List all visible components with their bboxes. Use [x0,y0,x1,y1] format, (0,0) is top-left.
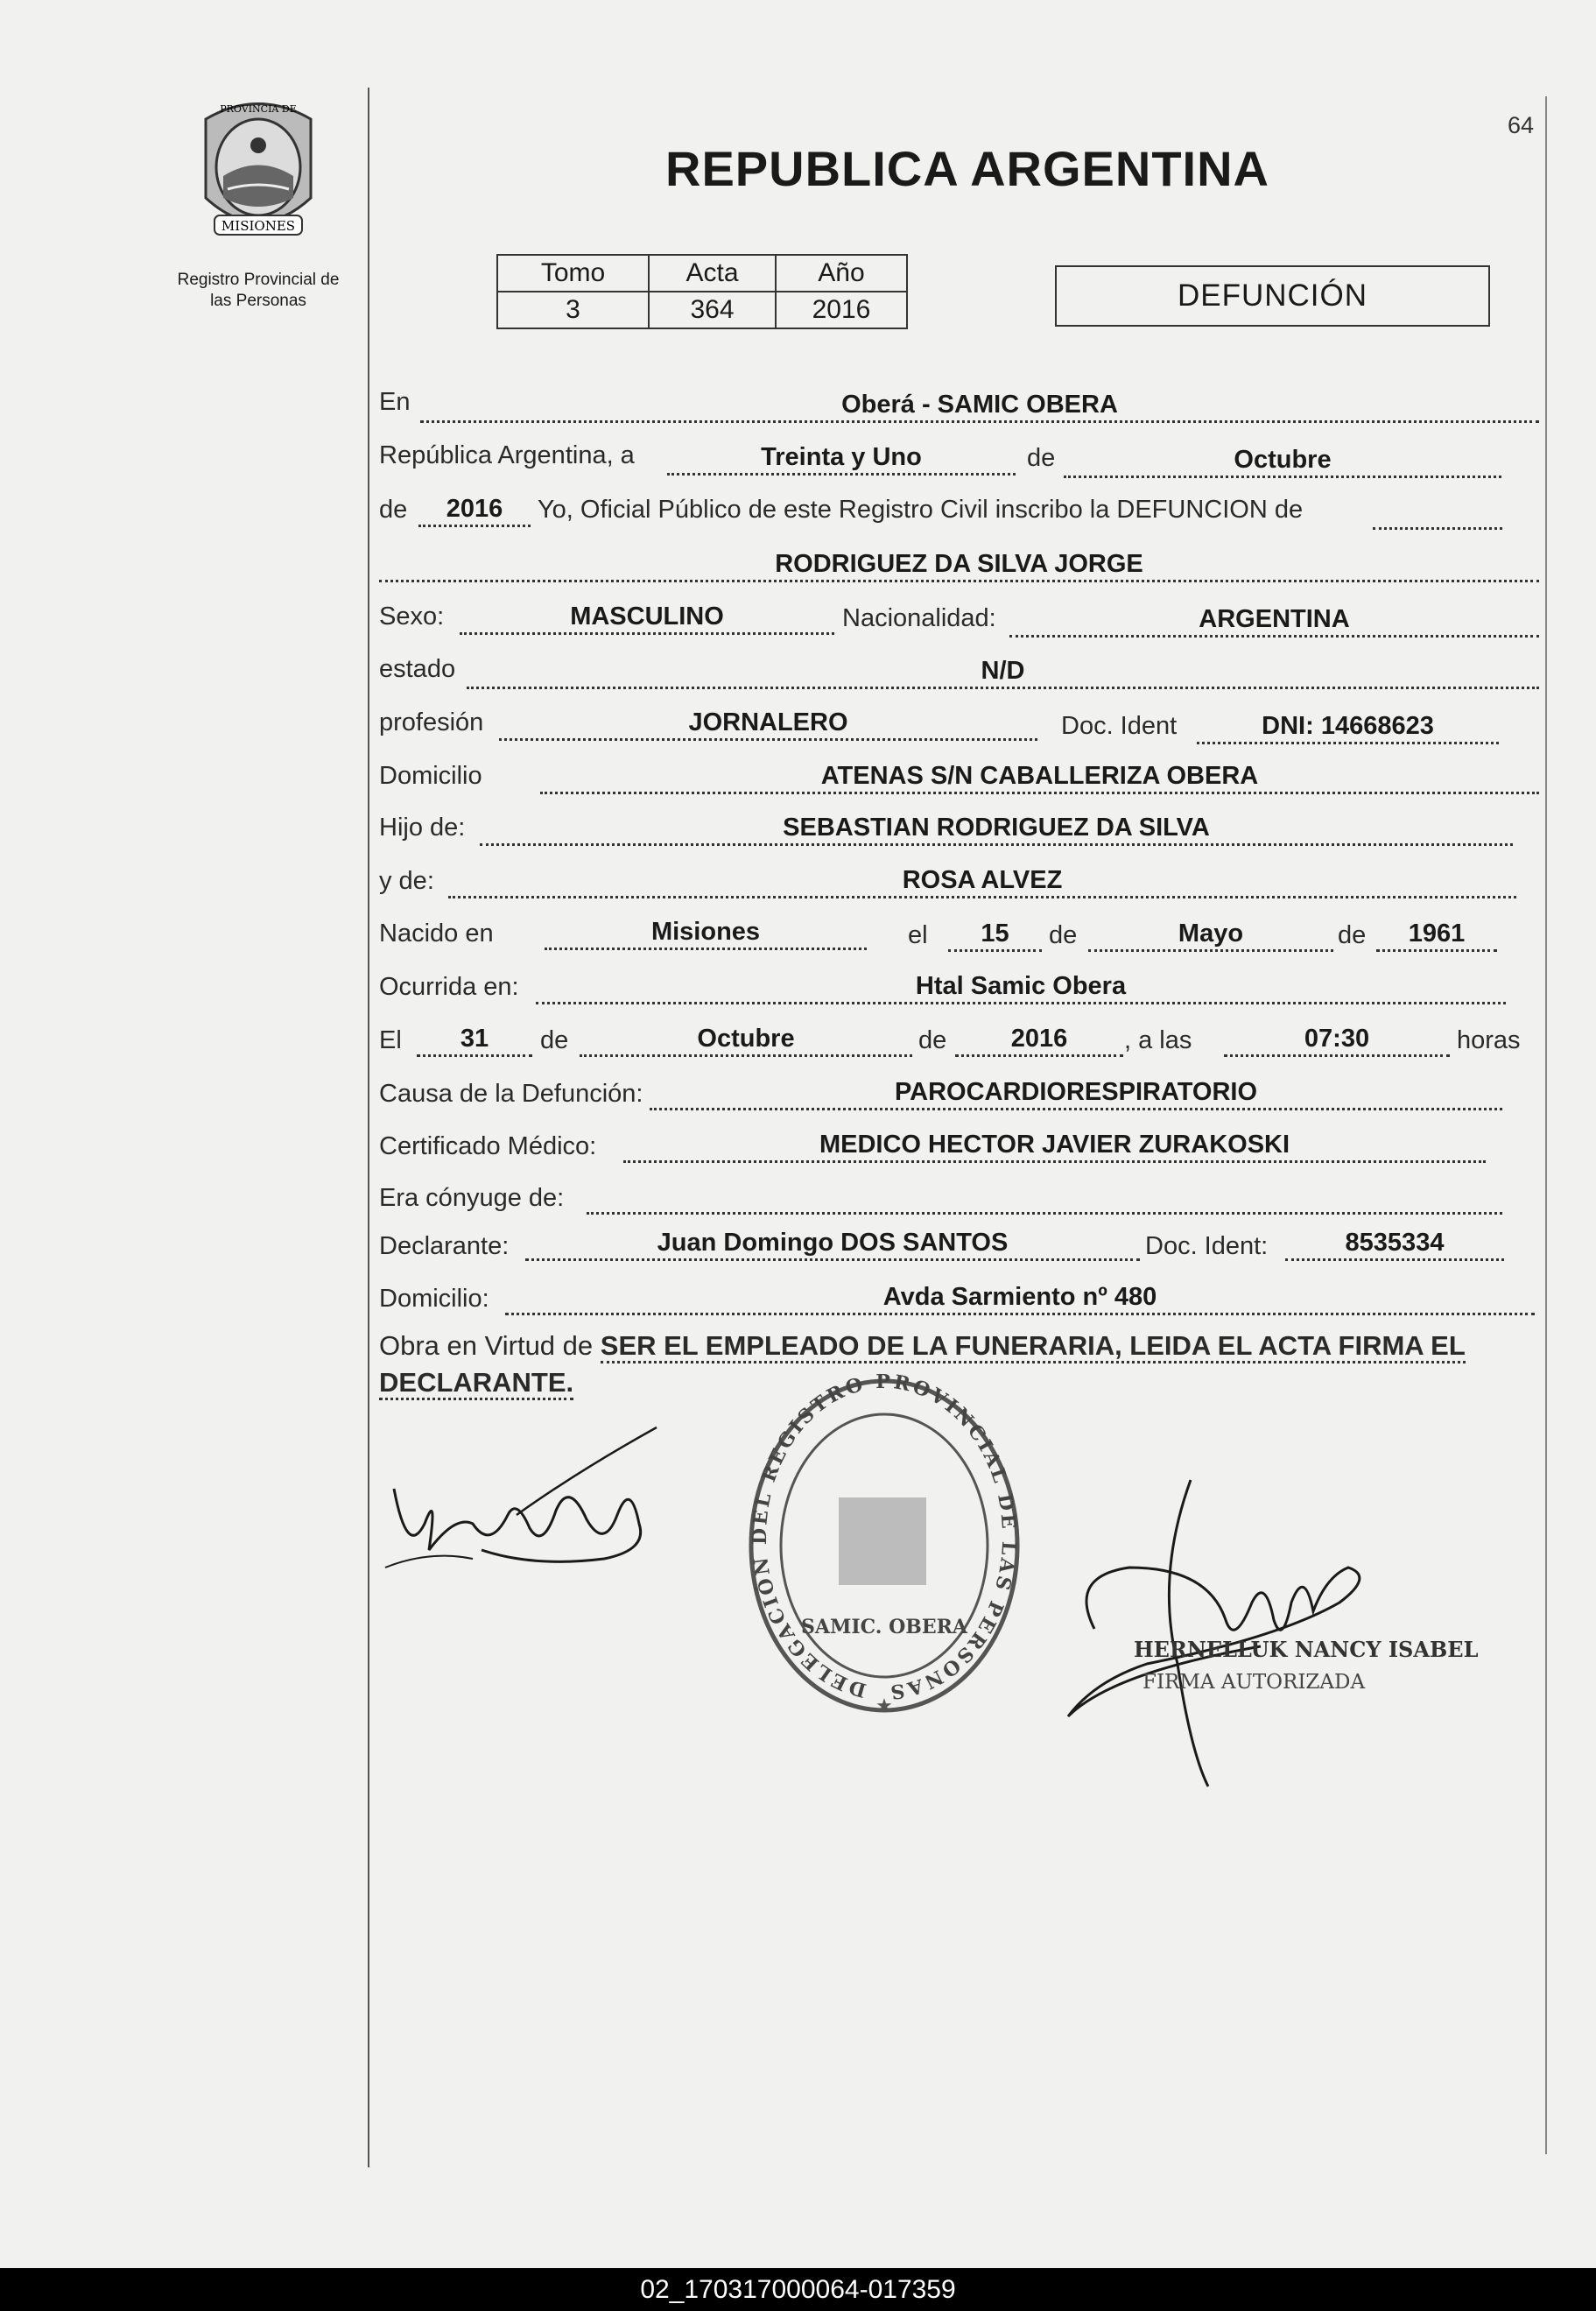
field-civil-status: N/D [467,655,1539,689]
label-de-6: de [918,1026,947,1054]
page-number: 64 [1508,112,1535,138]
label-de-3: de [1049,921,1078,949]
field-death-day: 31 [417,1023,532,1057]
label-estado: estado [379,655,456,683]
field-birth-month: Mayo [1088,918,1333,952]
field-address: ATENAS S/N CABALLERIZA OBERA [540,760,1539,794]
label-domicilio-2: Domicilio: [379,1285,489,1313]
tomo-header: Tomo [497,255,649,292]
misiones-seal-logo [188,93,328,250]
label-de-1: de [1027,444,1056,472]
field-certificate: MEDICO HECTOR JAVIER ZURAKOSKI [623,1129,1486,1163]
field-declarant-doc: 8535334 [1285,1227,1504,1261]
svg-text:FIRMA AUTORIZADA: FIRMA AUTORIZADA [1143,1671,1366,1694]
record-reference-table [496,254,908,329]
label-profesion: profesión [379,708,484,736]
field-death-time: 07:30 [1224,1023,1450,1057]
acta-header: Acta [649,255,776,292]
field-reg-month: Octubre [1064,444,1501,478]
field-death-month: Octubre [580,1023,912,1057]
anio-value: 2016 [776,292,907,328]
document-title: REPUBLICA ARGENTINA [665,141,1269,196]
svg-text:SAMIC. OBERA: SAMIC. OBERA [801,1616,967,1638]
field-death-year: 2016 [955,1023,1123,1057]
label-ocurrida-en: Ocurrida en: [379,973,519,1001]
label-de-5: de [540,1026,569,1054]
record-type-box: DEFUNCIÓN [1055,265,1490,327]
label-el-cap: El [379,1026,402,1054]
label-a-las: , a las [1124,1026,1192,1054]
svg-text:HERNELLUK NANCY ISABEL: HERNELLUK NANCY ISABEL [1134,1637,1479,1662]
official-stamp [735,1366,1033,1734]
right-margin-rule [1545,96,1547,2154]
label-republica: República Argentina, a [379,441,635,469]
field-birth-day: 15 [948,918,1042,952]
field-legal-basis: SER EL EMPLEADO DE LA FUNERARIA, LEIDA EL ACTA FIRMA EL DECLARANTE. [379,1330,1466,1400]
field-place: Oberá - SAMIC OBERA [420,389,1539,423]
svg-text:PROVINCIA DE: PROVINCIA DE [220,103,297,115]
field-father: SEBASTIAN RODRIGUEZ DA SILVA [480,812,1513,846]
field-birth-place: Misiones [545,916,867,950]
label-causa: Causa de la Defunción: [379,1080,643,1108]
field-profession: JORNALERO [499,707,1037,741]
field-empty-r3 [1373,496,1502,530]
registry-label: Registro Provincial de las Personas [177,271,340,310]
label-conyuge: Era cónyuge de: [379,1184,565,1212]
field-deceased-name: RODRIGUEZ DA SILVA JORGE [379,548,1539,582]
label-horas: horas [1457,1026,1521,1054]
field-declarant: Juan Domingo DOS SANTOS [525,1227,1140,1261]
field-reg-year: 2016 [418,493,531,527]
svg-text:DELEGACIÓN DEL REGISTRO PROVIN: DELEGACIÓN DEL REGISTRO PROVINCIAL DE LAS PERSONAS [748,1370,1021,1704]
label-certificado: Certificado Médico: [379,1132,597,1160]
label-obra: Obra en Virtud de [379,1330,594,1361]
field-spouse [587,1180,1502,1215]
field-reg-day: Treinta y Uno [667,441,1016,476]
label-y-de: y de: [379,867,434,895]
svg-text:★: ★ [875,1694,893,1716]
declarant-signature [376,1419,665,1594]
label-en: En [379,388,411,416]
label-oficial: Yo, Oficial Público de este Registro Civil inscribo la DEFUNCION de [538,496,1304,524]
label-nacido-en: Nacido en [379,919,494,948]
field-cause: PAROCARDIORESPIRATORIO [650,1076,1502,1110]
label-de-2: de [379,496,408,524]
label-nacionalidad: Nacionalidad: [842,604,996,632]
svg-text:MISIONES: MISIONES [221,218,296,234]
field-sex: MASCULINO [460,601,834,635]
label-doc-ident-2: Doc. Ident: [1145,1232,1269,1260]
official-signature [1059,1471,1479,1795]
acta-value: 364 [649,292,776,328]
label-sexo: Sexo: [379,602,445,631]
field-nationality: ARGENTINA [1009,603,1539,638]
label-declarante: Declarante: [379,1232,510,1260]
field-death-place: Htal Samic Obera [536,970,1506,1004]
tomo-value: 3 [497,292,649,328]
label-hijo-de: Hijo de: [379,814,466,842]
label-domicilio: Domicilio [379,762,482,790]
field-birth-year: 1961 [1376,918,1497,952]
field-mother: ROSA ALVEZ [448,864,1516,898]
document-code-footer: 02_170317000064-017359 [0,2268,1596,2311]
field-doc-id: DNI: 14668623 [1197,710,1499,744]
left-margin-rule [368,88,369,2167]
field-declarant-address: Avda Sarmiento nº 480 [505,1281,1535,1315]
label-de-4: de [1338,921,1367,949]
label-doc-ident: Doc. Ident [1061,712,1178,740]
label-el: el [908,921,928,949]
anio-header: Año [776,255,907,292]
